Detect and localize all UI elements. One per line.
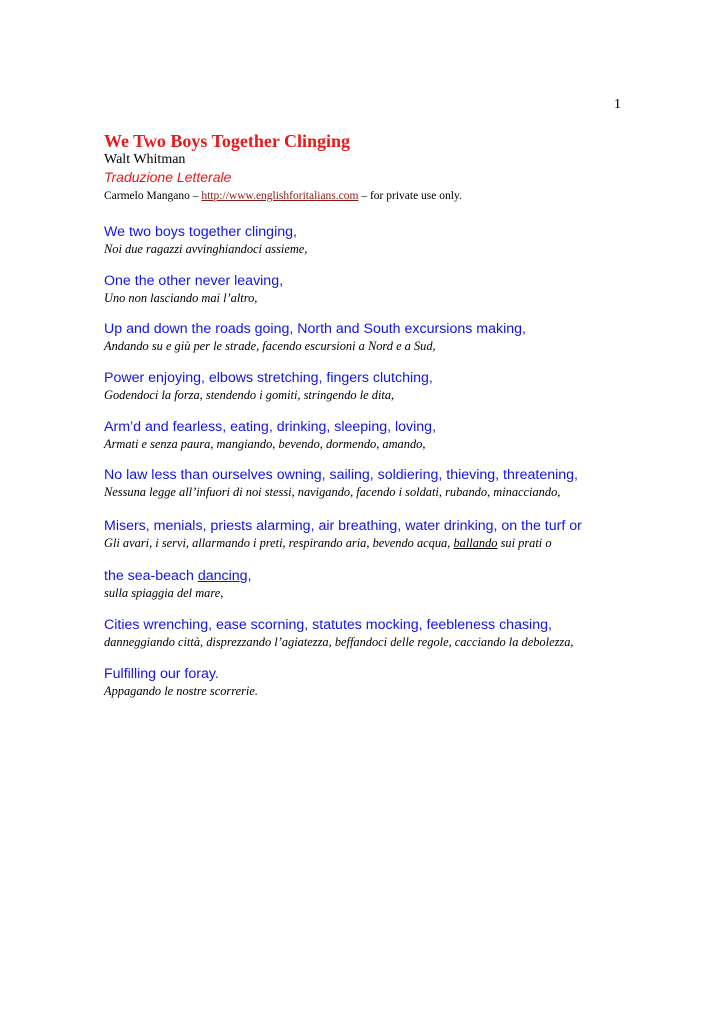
italian-line: Nessuna legge all’infuori di noi stessi, navigando, facendo i soldati, rubando, minacciando, (104, 485, 561, 499)
italian-text: sui prati o (497, 536, 552, 550)
italian-line (104, 535, 582, 551)
italian-line: Uno non lasciando mai l’altro, (104, 291, 258, 305)
credit-link[interactable]: http://www.englishforitalians.com (201, 190, 359, 202)
italian-text: Gli avari, i servi, allarmando i preti, respirando aria, bevendo acqua, (104, 536, 454, 550)
italian-line: Godendoci la forza, stendendo i gomiti, stringendo le dita, (104, 388, 395, 402)
english-line: One the other never leaving, (104, 273, 284, 289)
english-line: Cities wrenching, ease scorning, statutes mocking, feebleness chasing, (104, 617, 552, 633)
english-line: We two boys together clinging, (104, 224, 297, 240)
italian-line: sulla spiaggia del mare, (104, 586, 224, 600)
english-line: Misers, menials, priests alarming, air breathing, water drinking, on the turf or (104, 518, 582, 534)
italian-line: Noi due ragazzi avvinghiandoci assieme, (104, 242, 308, 256)
verse-pair (104, 419, 436, 452)
english-line: Fulfilling our foray. (104, 666, 219, 682)
italian-line: Andando su e giù per le strade, facendo escursioni a Nord e a Sud, (104, 339, 436, 353)
poem-title: We Two Boys Together Clinging (104, 131, 351, 151)
underlined-word: dancing (197, 568, 248, 584)
verse-pair (104, 224, 307, 257)
english-text: , (247, 568, 252, 584)
english-line (104, 568, 252, 585)
credit-suffix: – for private use only. (358, 190, 462, 202)
verse-pair (104, 370, 433, 403)
english-line: Power enjoying, elbows stretching, fingers clutching, (104, 370, 433, 386)
verse-pair (104, 568, 252, 601)
italian-line: danneggiando città, disprezzando l’agiatezza, beffandoci delle regole, cacciando la debolezza, (104, 635, 574, 649)
english-line: Up and down the roads going, North and South excursions making, (104, 321, 526, 337)
credit-line (104, 190, 462, 202)
italian-line: Armati e senza paura, mangiando, bevendo, dormendo, amando, (104, 437, 426, 451)
verse-pair (104, 617, 574, 650)
verse-pair (104, 518, 582, 551)
english-text: the sea-beach (104, 568, 198, 584)
italian-line: Appagando le nostre scorrerie. (104, 684, 258, 698)
credit-prefix: Carmelo Mangano – (104, 190, 202, 202)
translation-subtitle: Traduzione Letterale (104, 169, 232, 185)
verse-pair (104, 666, 258, 699)
verse-pair (104, 321, 526, 354)
verse-pair (104, 467, 578, 500)
underlined-word: ballando (453, 536, 498, 550)
english-line: Arm’d and fearless, eating, drinking, sleeping, loving, (104, 419, 437, 435)
english-line: No law less than ourselves owning, sailing, soldiering, thieving, threatening, (104, 467, 578, 483)
page-number: 1 (614, 97, 621, 112)
verse-pair (104, 273, 283, 306)
poem-author: Walt Whitman (104, 152, 186, 167)
